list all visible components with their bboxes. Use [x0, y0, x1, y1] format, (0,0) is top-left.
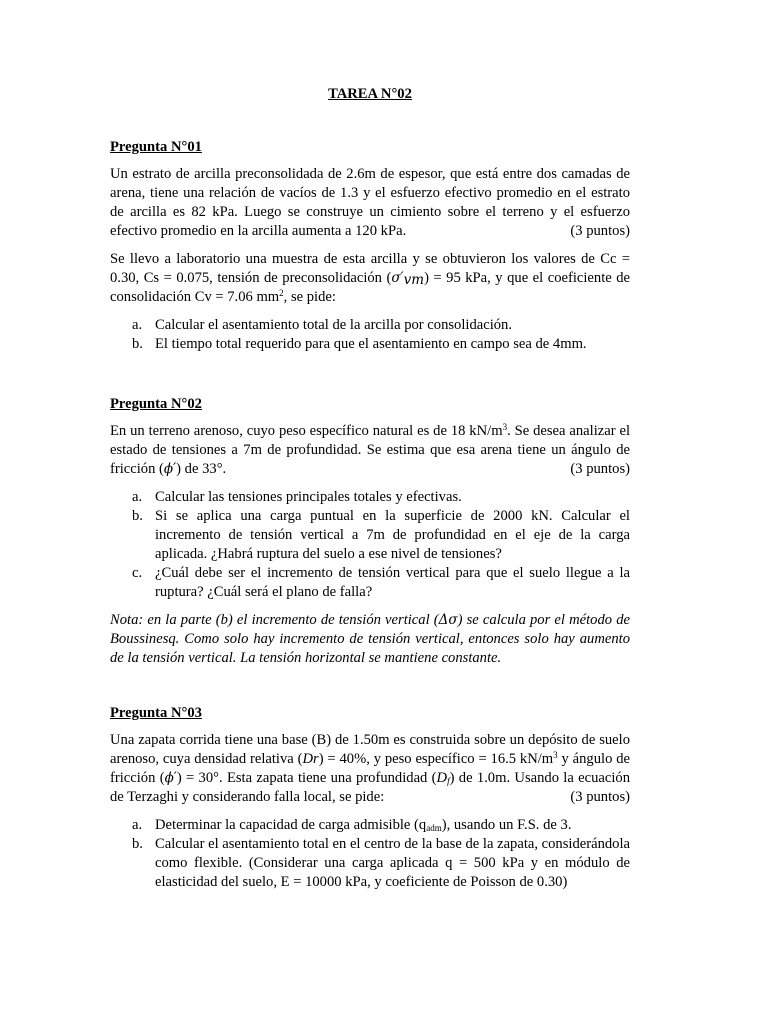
phi-symbol: ϕ′ — [164, 770, 177, 786]
list-text: Si se aplica una carga puntual en la superficie de 2000 kN. Calcular el incremento de tensión vertical a 7m de profundidad en el eje de la carga aplicada. ¿Habrá ruptura del suelo a ese nivel de tensiones? — [155, 508, 630, 562]
text-span: . Se desea analizar el estado de tensiones a 7m de profundidad. Se estima que esa arena tiene un ángulo de fricción ( — [110, 423, 630, 477]
text-span: ) de 33°. — [176, 461, 227, 477]
list-text: El tiempo total requerido para que el asentamiento en campo sea de 4mm. — [155, 336, 587, 352]
sigma-symbol: σ′ — [391, 270, 404, 286]
document-page — [110, 86, 630, 901]
superscript: 2 — [279, 288, 284, 298]
list-text: Calcular el asentamiento total en el centro de la base de la zapata, considerándola como flexible. (Considerar una carga aplicada q = 500 kPa y en módulo de elasticidad del suelo, E = 10000 kPa, y coeficiente de Poisson de 0.30) — [155, 836, 630, 890]
question-2 — [110, 396, 630, 668]
subscript-text: f — [447, 776, 450, 786]
list-text: ), usando un F.S. de 3. — [441, 817, 572, 833]
list-item — [110, 316, 630, 335]
list-text: Calcular el asentamiento total de la arcilla por consolidación. — [155, 317, 513, 333]
question-1-points: (3 puntos) — [570, 223, 630, 239]
list-item — [110, 564, 630, 602]
question-2-list — [110, 488, 630, 602]
list-text: Determinar la capacidad de carga admisible (q — [155, 817, 427, 833]
text-span: ) de 1.0m. Usando la ecuación de Terzaghi y considerando falla local, se pide: — [110, 770, 631, 805]
question-1-heading: Pregunta N°01 — [110, 139, 202, 155]
question-3-list — [110, 816, 630, 892]
question-1-list — [110, 316, 630, 354]
subscript: adm — [426, 823, 442, 833]
text-span: En un terreno arenoso, cuyo peso específico natural es de 18 kN/m — [110, 423, 503, 439]
list-text: ¿Cuál debe ser el incremento de tensión vertical para que el suelo llegue a la ruptura? ¿Cuál será el plano de falla? — [155, 565, 630, 600]
question-3-heading: Pregunta N°03 — [110, 705, 202, 721]
list-marker: a. — [132, 317, 143, 333]
list-marker: b. — [132, 508, 143, 524]
question-1-paragraph-2 — [110, 250, 630, 307]
list-item — [110, 488, 630, 507]
list-marker: b. — [132, 836, 143, 852]
text-span: Nota: en la parte (b) el incremento de tensión vertical ( — [110, 612, 439, 628]
text-span: Se llevo a laboratorio una muestra de esta arcilla y se obtuvieron los valores de Cc = 0.30, Cs = 0.075, tensión de preconsolidación ( — [110, 251, 630, 286]
phi-symbol: ϕ′ — [163, 461, 177, 477]
text-span: ) = 95 kPa, y que el coeficiente de consolidación Cv = 7.06 mm — [110, 270, 631, 305]
text-span: ) = 40%, y peso específico = 16.5 kN/m — [318, 751, 554, 767]
question-3-paragraph-1 — [110, 731, 630, 807]
question-1-text: Un estrato de arcilla preconsolidada de 2.6m de espesor, que está entre dos camadas de arena, tiene una relación de vacíos de 1.3 y el esfuerzo efectivo promedio en el estrato de arcilla es 82 kPa. Luego se construye un cimiento sobre el terreno y el esfuerzo efectivo promedio en la arcilla aumenta a 120 kPa. — [110, 166, 630, 239]
sigma-subscript: vm — [403, 272, 425, 288]
list-item — [110, 835, 630, 892]
document-title: TAREA N°02 — [328, 86, 412, 102]
text-span: ) se calcula por el método de Boussinesq. Como solo hay incremento de tensión vertical, entonces solo hay aumento de la tensión vertical. La tensión horizontal se mantiene constante. — [110, 612, 630, 666]
list-item — [110, 335, 630, 354]
question-2-note — [110, 611, 630, 668]
superscript: 3 — [502, 422, 508, 432]
text-span: ) = 30°. Esta zapata tiene una profundidad ( — [176, 770, 437, 786]
list-marker: c. — [132, 565, 143, 581]
question-1-paragraph-1 — [110, 165, 630, 241]
question-3 — [110, 705, 630, 892]
list-item — [110, 816, 630, 835]
list-marker: b. — [132, 336, 143, 352]
list-marker: a. — [132, 817, 143, 833]
list-marker: a. — [132, 489, 143, 505]
dr-symbol: Dr — [302, 751, 319, 767]
text-span: Una zapata corrida tiene una base (B) de 1.50m es construida sobre un depósito de suelo arenoso, cuya densidad relativa ( — [110, 732, 630, 767]
question-3-points: (3 puntos) — [570, 789, 630, 805]
question-2-points: (3 puntos) — [570, 461, 630, 477]
text-span: y ángulo de fricción ( — [110, 751, 631, 786]
list-item — [110, 507, 630, 564]
delta-sigma-symbol: Δσ — [438, 612, 458, 628]
list-text: Calcular las tensiones principales totales y efectivas. — [155, 489, 462, 505]
superscript: 3 — [553, 750, 558, 760]
text-span: , se pide: — [283, 289, 336, 305]
question-1 — [110, 139, 630, 354]
question-2-heading: Pregunta N°02 — [110, 396, 202, 412]
question-2-paragraph-1 — [110, 422, 630, 479]
df-symbol: D — [436, 770, 448, 786]
